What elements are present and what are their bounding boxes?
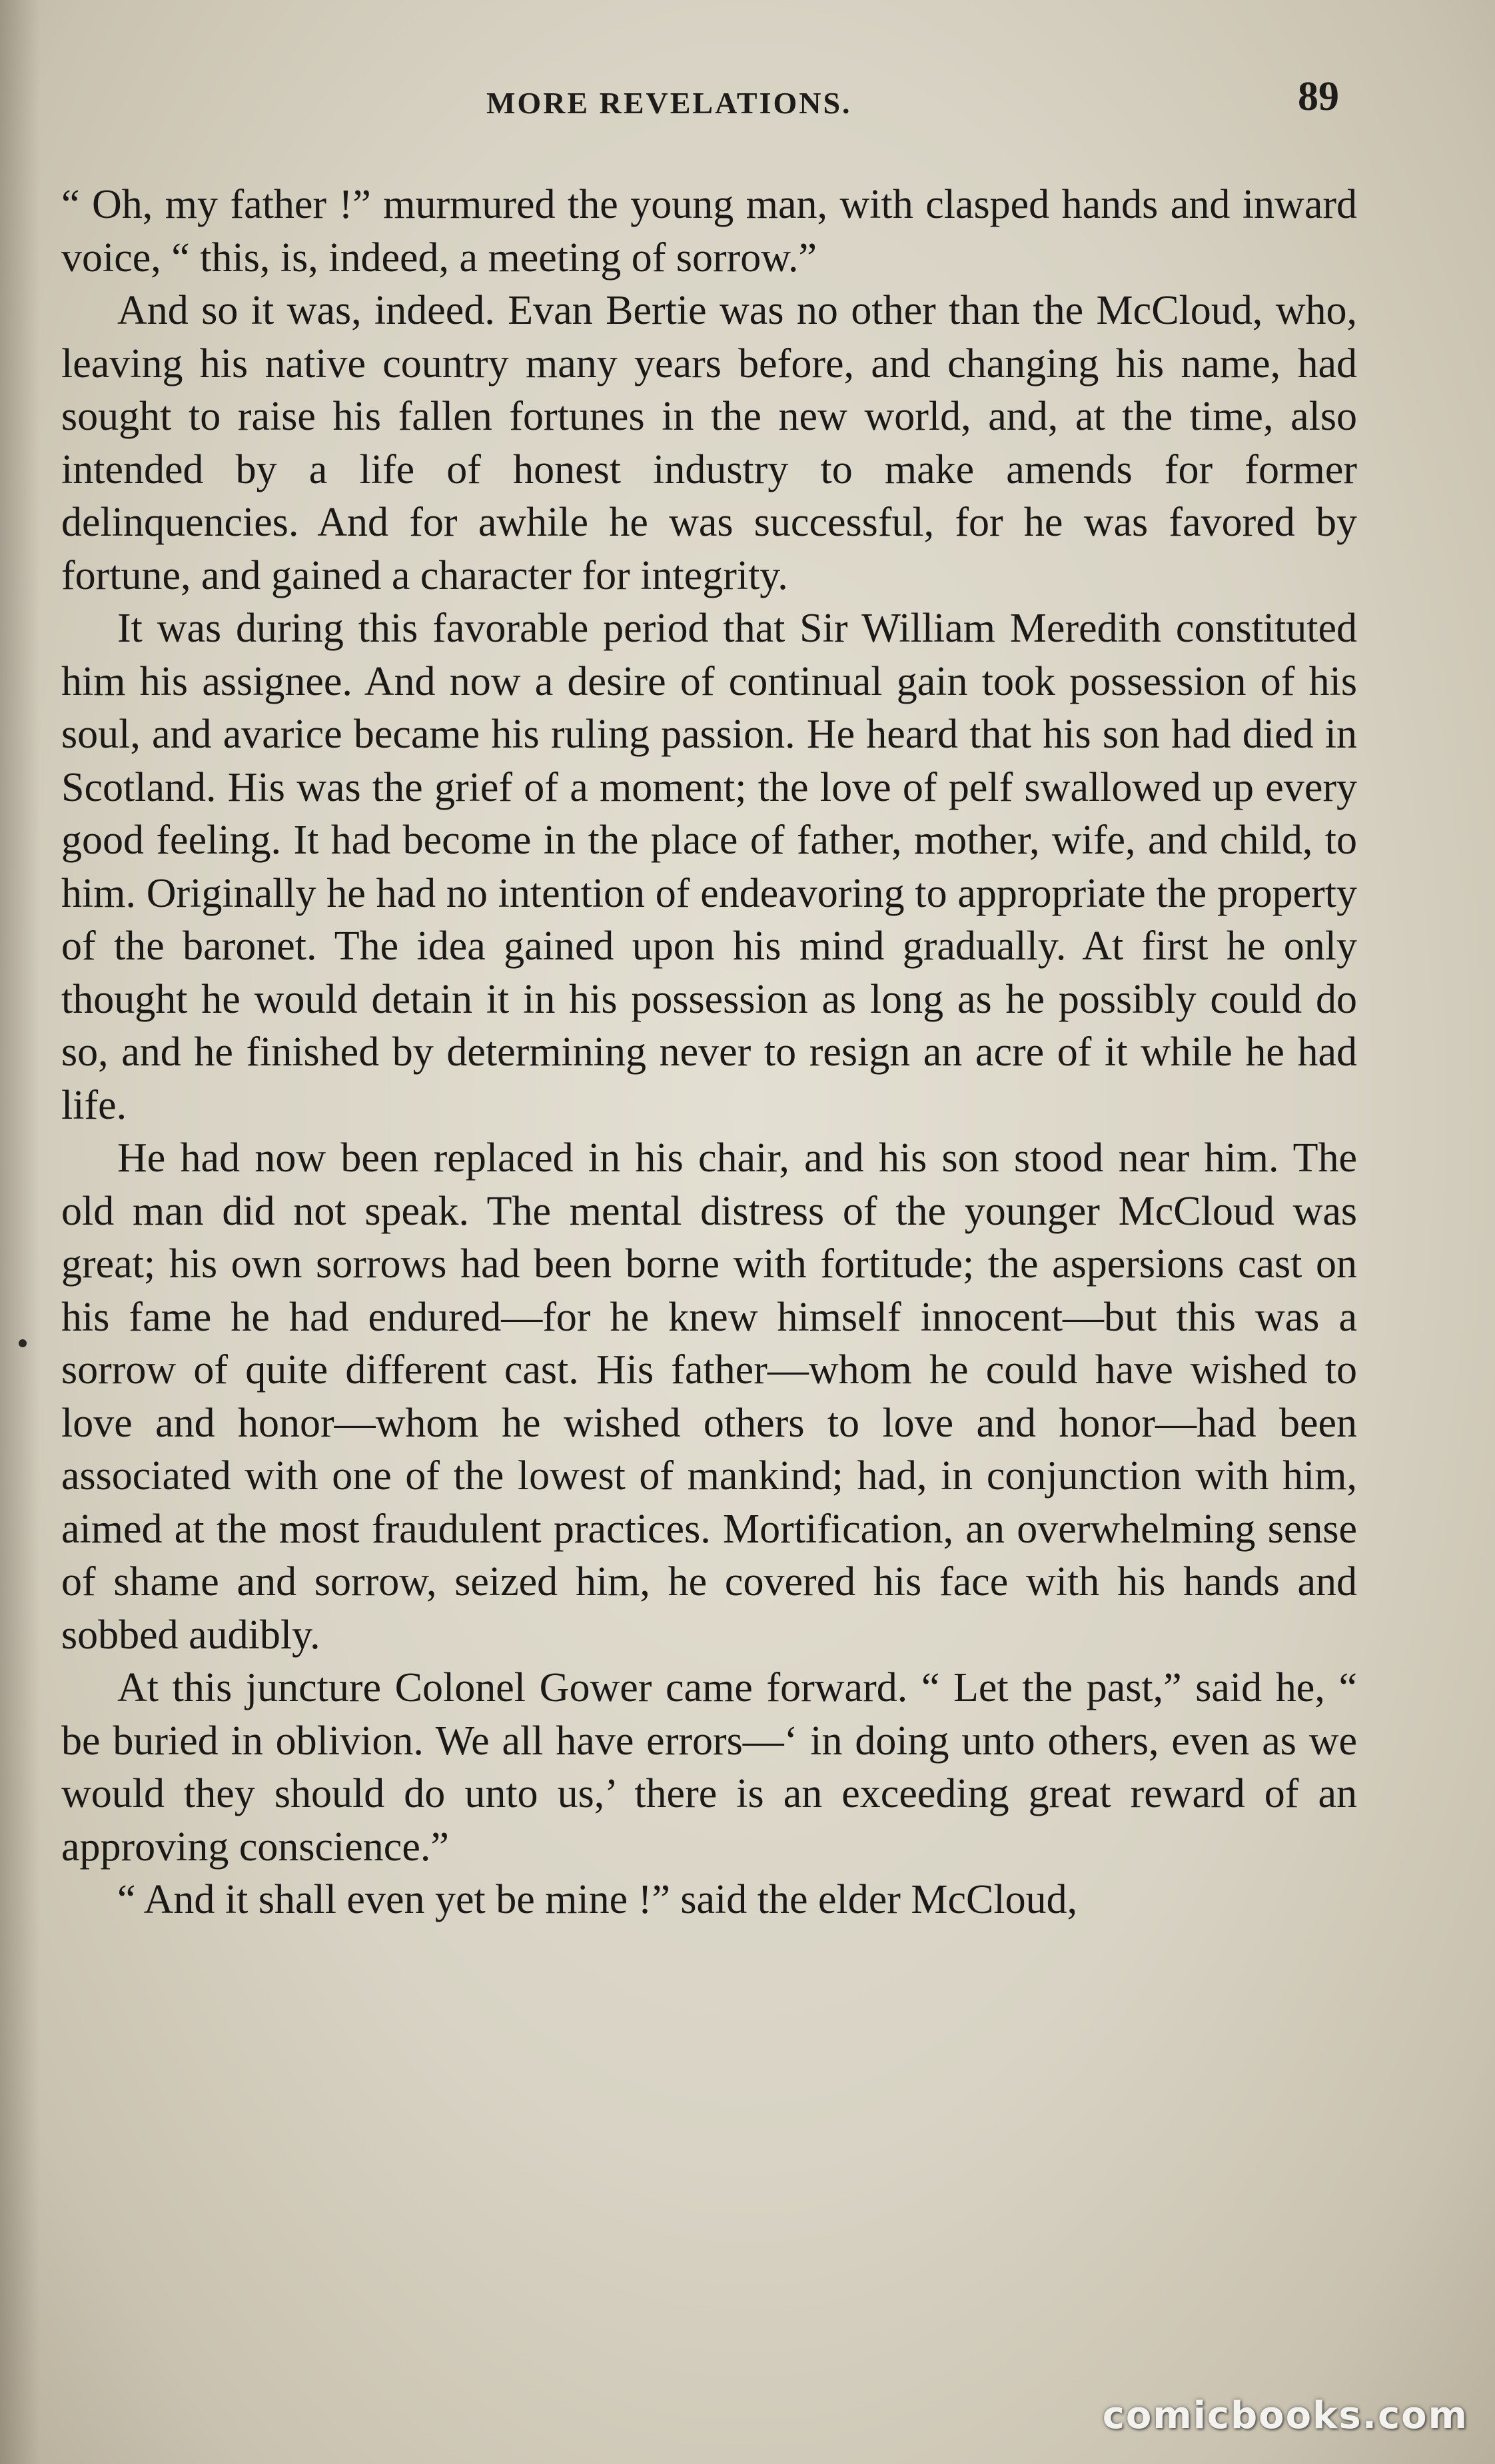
- margin-mark: [19, 1339, 27, 1347]
- paragraph: He had now been replaced in his chair, and his son stood near him. The old man did not speak. The mental distress of the younger McCloud was great; his own sorrows had been borne with fortitude; the aspersions cast on his fame he had endured—for he knew himself innocent—but this was a sorrow of quite different cast. His father—whom he could have wished to love and honor—whom he wished others to love and honor—had been associated with one of the lowest of mankind; had, in conjunction with him, aimed at the most fraudulent practices. Mortification, an overwhelming sense of shame and sorrow, seized him, he covered his face with his hands and sobbed audibly.: [61, 1135, 1357, 1658]
- paragraph: It was during this favorable period that Sir William Meredith constituted him his assignee. And now a desire of continual gain took possession of his soul, and avarice became his ruling passion. He heard that his son had died in Scotland. His was the grief of a moment; the love of pelf swallowed up every good feeling. It had become in the place of father, mother, wife, and child, to him. Originally he had no intention of endeavoring to appropriate the property of the baronet. The idea gained upon his mind gradually. At first he only thought he would detain it in his possession as long as he possibly could do so, and he finished by determining never to resign an acre of it while he had life.: [61, 606, 1357, 1128]
- paragraph: “ Oh, my father !” murmured the young man, with clasped hands and inward voice, “ this, is, indeed, a meeting of sorrow.”: [61, 182, 1357, 281]
- paragraph: And so it was, indeed. Evan Bertie was no other than the McCloud, who, leaving his native country many years before, and changing his name, had sought to raise his fallen fortunes in the new world, and, at the time, also intended by a life of honest industry to make amends for former delinquencies. And for awhile he was successful, for he was favored by fortune, and gained a character for integrity.: [61, 288, 1357, 598]
- body-text: [61, 179, 1357, 1927]
- running-head: MORE REVELATIONS.: [486, 86, 852, 120]
- page-number: 89: [1298, 74, 1339, 119]
- page-header: [60, 73, 1352, 133]
- paragraph: “ And it shall even yet be mine !” said the elder McCloud,: [117, 1877, 1078, 1922]
- paragraph: At this juncture Colonel Gower came forward. “ Let the past,” said he, “ be buried in oblivion. We all have errors—‘ in doing unto others, even as we would they should do unto us,’ there is an exceeding great reward of an approving conscience.”: [61, 1665, 1357, 1870]
- watermark: comicbooks.com: [1102, 2394, 1468, 2437]
- spine-shadow: [0, 0, 40, 2464]
